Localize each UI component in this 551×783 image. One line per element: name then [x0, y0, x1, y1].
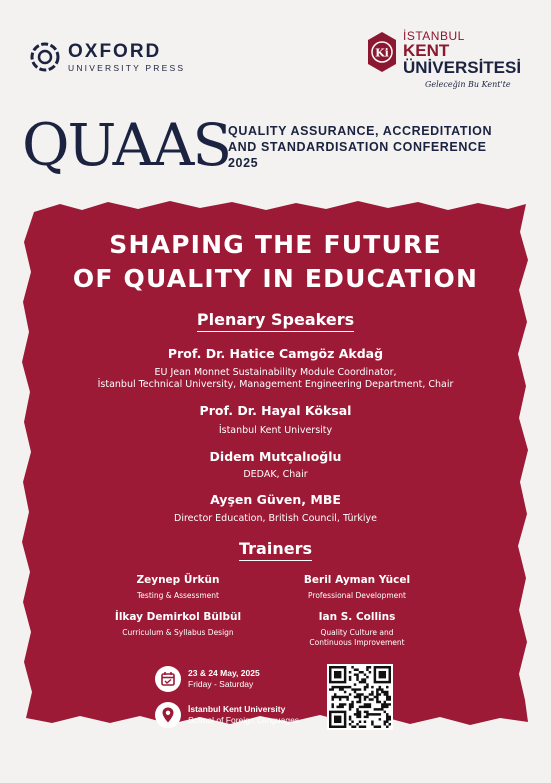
plenary-heading	[0, 310, 551, 329]
trainer-role: Continuous Improvement	[309, 638, 405, 647]
trainers-heading	[0, 539, 551, 558]
conference-year: 2025	[228, 156, 259, 170]
ikent-line1: İSTANBUL	[403, 29, 465, 43]
ikent-emblem-text: Ki	[375, 46, 389, 60]
trainer-role: Quality Culture and	[320, 628, 394, 637]
ikent-slogan: Geleceğin Bu Kent'te	[425, 80, 511, 89]
trainer-name: Zeynep Ürkün	[136, 574, 220, 586]
speaker-name: Prof. Dr. Hayal Köksal	[199, 403, 352, 418]
speaker-role: DEDAK, Chair	[243, 469, 308, 480]
plenary-heading-text: Plenary Speakers	[197, 310, 354, 332]
event-venue	[188, 704, 299, 726]
ikent-line3: ÜNİVERSİTESİ	[403, 58, 522, 77]
speaker-name: Didem Mutçalıoğlu	[209, 449, 342, 464]
qr-code-icon	[327, 664, 393, 730]
conference-line2: AND STANDARDISATION CONFERENCE	[228, 140, 487, 154]
main-title	[0, 228, 551, 296]
trainer-role: Curriculum & Syllabus Design	[122, 628, 234, 637]
oxford-sub: UNIVERSITY PRESS	[68, 63, 186, 73]
speaker-role: EU Jean Monnet Sustainability Module Coordinator,	[154, 367, 397, 378]
event-venue-sub: School of Foreign Languages	[188, 715, 300, 725]
trainer-name: İlkay Demirkol Bülbül	[114, 611, 242, 623]
event-venue-text: İstanbul Kent University	[188, 704, 286, 714]
trainers-heading-text: Trainers	[239, 539, 312, 561]
main-title-line1: SHAPING THE FUTURE	[109, 230, 442, 259]
trainer-role: Testing & Assessment	[137, 591, 219, 600]
speaker-name: Prof. Dr. Hatice Camgöz Akdağ	[167, 346, 384, 361]
calendar-icon	[155, 666, 181, 692]
speaker-role: Director Education, British Council, Türkiye	[174, 513, 377, 524]
event-date	[188, 668, 260, 690]
event-days: Friday - Saturday	[188, 679, 254, 689]
ikent-line2: KENT	[403, 41, 450, 60]
speaker-role: İstanbul Kent University	[218, 425, 333, 436]
trainer-name: Ian S. Collins	[318, 611, 396, 623]
oxford-mark-icon	[30, 42, 60, 72]
main-title-line2: OF QUALITY IN EDUCATION	[72, 264, 479, 293]
oxford-logo	[30, 42, 185, 73]
conference-line1: QUALITY ASSURANCE, ACCREDITATION	[228, 124, 493, 138]
ikent-emblem-icon	[366, 30, 398, 74]
conference-acronym: QUAAS	[22, 111, 231, 179]
qr-code[interactable]	[327, 664, 393, 730]
speaker-role: İstanbul Technical University, Management Engineering Department, Chair	[97, 379, 454, 390]
trainer-role: Professional Development	[308, 591, 406, 600]
event-date-text: 23 & 24 May, 2025	[188, 668, 260, 678]
location-pin-icon	[155, 702, 181, 728]
oxford-name: OXFORD	[68, 41, 162, 62]
speaker-name: Ayşen Güven, MBE	[210, 492, 341, 507]
conference-name	[228, 123, 492, 171]
trainer-name: Beril Ayman Yücel	[303, 574, 411, 586]
